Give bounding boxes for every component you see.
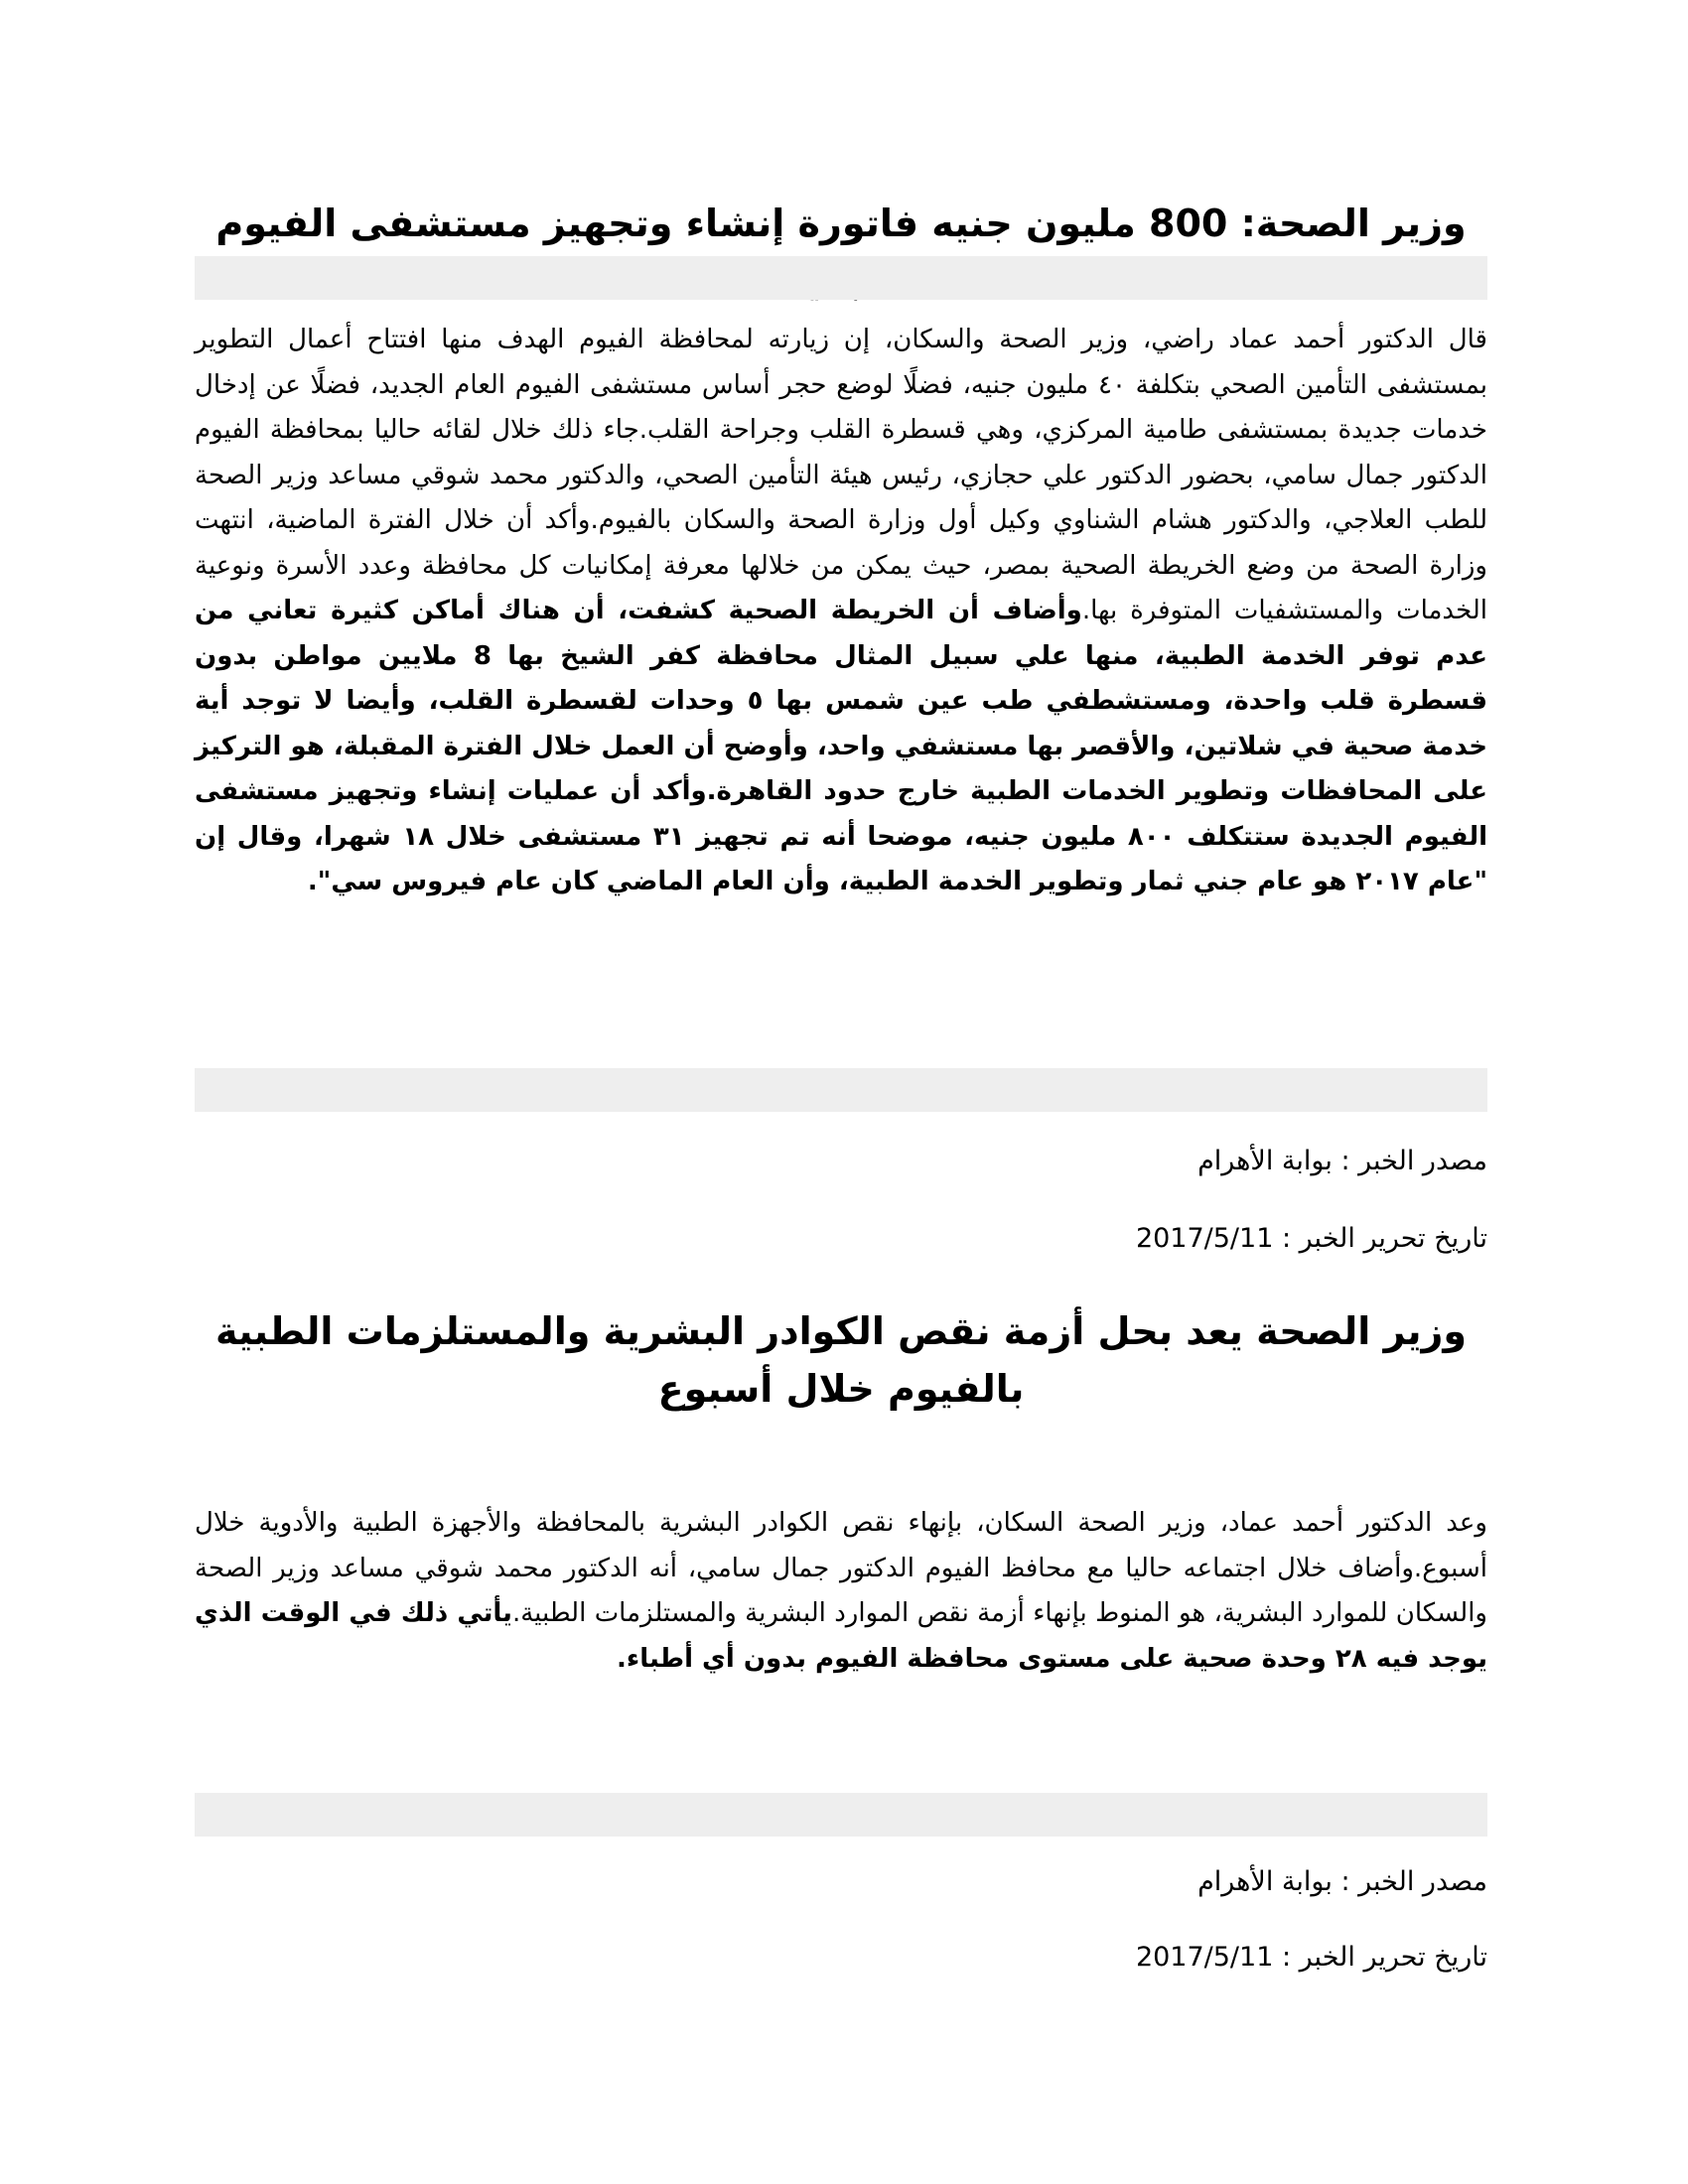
article-1-date-label: تاريخ تحرير الخبر (1299, 1223, 1487, 1254)
article-2-date-line (195, 1938, 1487, 1978)
article-2-bottom-bar (195, 1793, 1487, 1837)
article-1-body-bold: وأضاف أن الخريطة الصحية كشفت، أن هناك أماكن كثيرة تعاني من عدم توفر الخدمة الطبية، منها علي سبيل المثال محافظة كفر الشيخ بها 8 ملايين مواطن بدون قسطرة قلب واحدة، ومستشطفي طب عين شمس بها ٥ وحدات لقسطرة القلب، وأيضا لا توجد أية خدمة صحية في شلاتين، والأقصر بها مستشفي واحد، وأوضح أن العمل خلال الفترة المقبلة، هو التركيز على المحافظات وتطوير الخدمات الطبية خارج حدود القاهرة.وأكد أن عمليات إنشاء وتجهيز مستشفى الفيوم الجديدة ستتكلف ٨٠٠ مليون جنيه، موضحا أنه تم تجهيز ٣١ مستشفى خلال ١٨ شهرا، وقال إن "عام ٢٠١٧ هو عام جني ثمار وتطوير الخدمة الطبية، وأن العام الماضي كان عام فيروس سي". (195, 596, 1487, 896)
article-2-body (195, 1501, 1487, 1682)
article-1-date-line (195, 1219, 1487, 1259)
article-2-paragraph (195, 1501, 1487, 1682)
article-2-source-separator: : (1332, 1866, 1359, 1897)
article-2-date-separator: : (1273, 1942, 1300, 1973)
article-2-source-value: بوابة الأهرام (1197, 1866, 1333, 1897)
article-2-headline: وزير الصحة يعد بحل أزمة نقص الكوادر البشرية والمستلزمات الطبية بالفيوم خلال أسبوع (215, 1309, 1467, 1411)
article-1-body (195, 318, 1487, 905)
article-2-source-line (195, 1862, 1487, 1902)
article-1-top-bar (195, 256, 1487, 300)
article-1-bottom-bar (195, 1068, 1487, 1112)
article-1-source-line (195, 1142, 1487, 1181)
article-1-paragraph (195, 318, 1487, 905)
article-2-body-bold: يأتي ذلك في الوقت الذي يوجد فيه ٢٨ وحدة صحية على مستوى محافظة الفيوم بدون أي أطباء. (195, 1598, 1487, 1674)
article-1-source-label: مصدر الخبر (1358, 1146, 1487, 1176)
article-2-date-value: 2017/5/11 (1135, 1942, 1274, 1973)
article-1-date-separator: : (1273, 1223, 1300, 1254)
article-2-source-label: مصدر الخبر (1358, 1866, 1487, 1897)
article-2-body-regular: وعد الدكتور أحمد عماد، وزير الصحة السكان، بإنهاء نقص الكوادر البشرية بالمحافظة والأجهزة الطبية والأدوية خلال أسبوع.وأضاف خلال اجتماعه حاليا مع محافظ الفيوم الدكتور جمال سامي، أنه الدكتور محمد شوقي مساعد وزير الصحة والسكان للموارد البشرية، هو المنوط بإنهاء أزمة نقص الموارد البشرية والمستلزمات الطبية. (195, 1508, 1487, 1628)
article-1-source-separator: : (1332, 1146, 1359, 1176)
article-2-headline-block (195, 1302, 1487, 1418)
article-1-date-value: 2017/5/11 (1135, 1223, 1274, 1254)
article-1-source-value: بوابة الأهرام (1197, 1146, 1333, 1176)
article-1-body-regular: قال الدكتور أحمد عماد راضي، وزير الصحة والسكان، إن زيارته لمحافظة الفيوم الهدف منها افتتاح أعمال التطوير بمستشفى التأمين الصحي بتكلفة ٤٠ مليون جنيه، فضلًا لوضع حجر أساس مستشفى الفيوم العام الجديد، فضلًا عن إدخال خدمات جديدة بمستشفى طامية المركزي، وهي قسطرة القلب وجراحة القلب.جاء ذلك خلال لقائه حاليا بمحافظة الفيوم الدكتور جمال سامي، بحضور الدكتور علي حجازي، رئيس هيئة التأمين الصحي، والدكتور محمد شوقي مساعد وزير الصحة للطب العلاجي، والدكتور هشام الشناوي وكيل أول وزارة الصحة والسكان بالفيوم.وأكد أن خلال الفترة الماضية، انتهت وزارة الصحة من وضع الخريطة الصحية بمصر، حيث يمكن من خلالها معرفة إمكانيات كل محافظة وعدد الأسرة ونوعية الخدمات والمستشفيات المتوفرة بها. (195, 325, 1487, 625)
article-2-date-label: تاريخ تحرير الخبر (1299, 1942, 1487, 1973)
article-1-headline: وزير الصحة: 800 مليون جنيه فاتورة إنشاء وتجهيز مستشفى الفيوم (215, 202, 1467, 245)
